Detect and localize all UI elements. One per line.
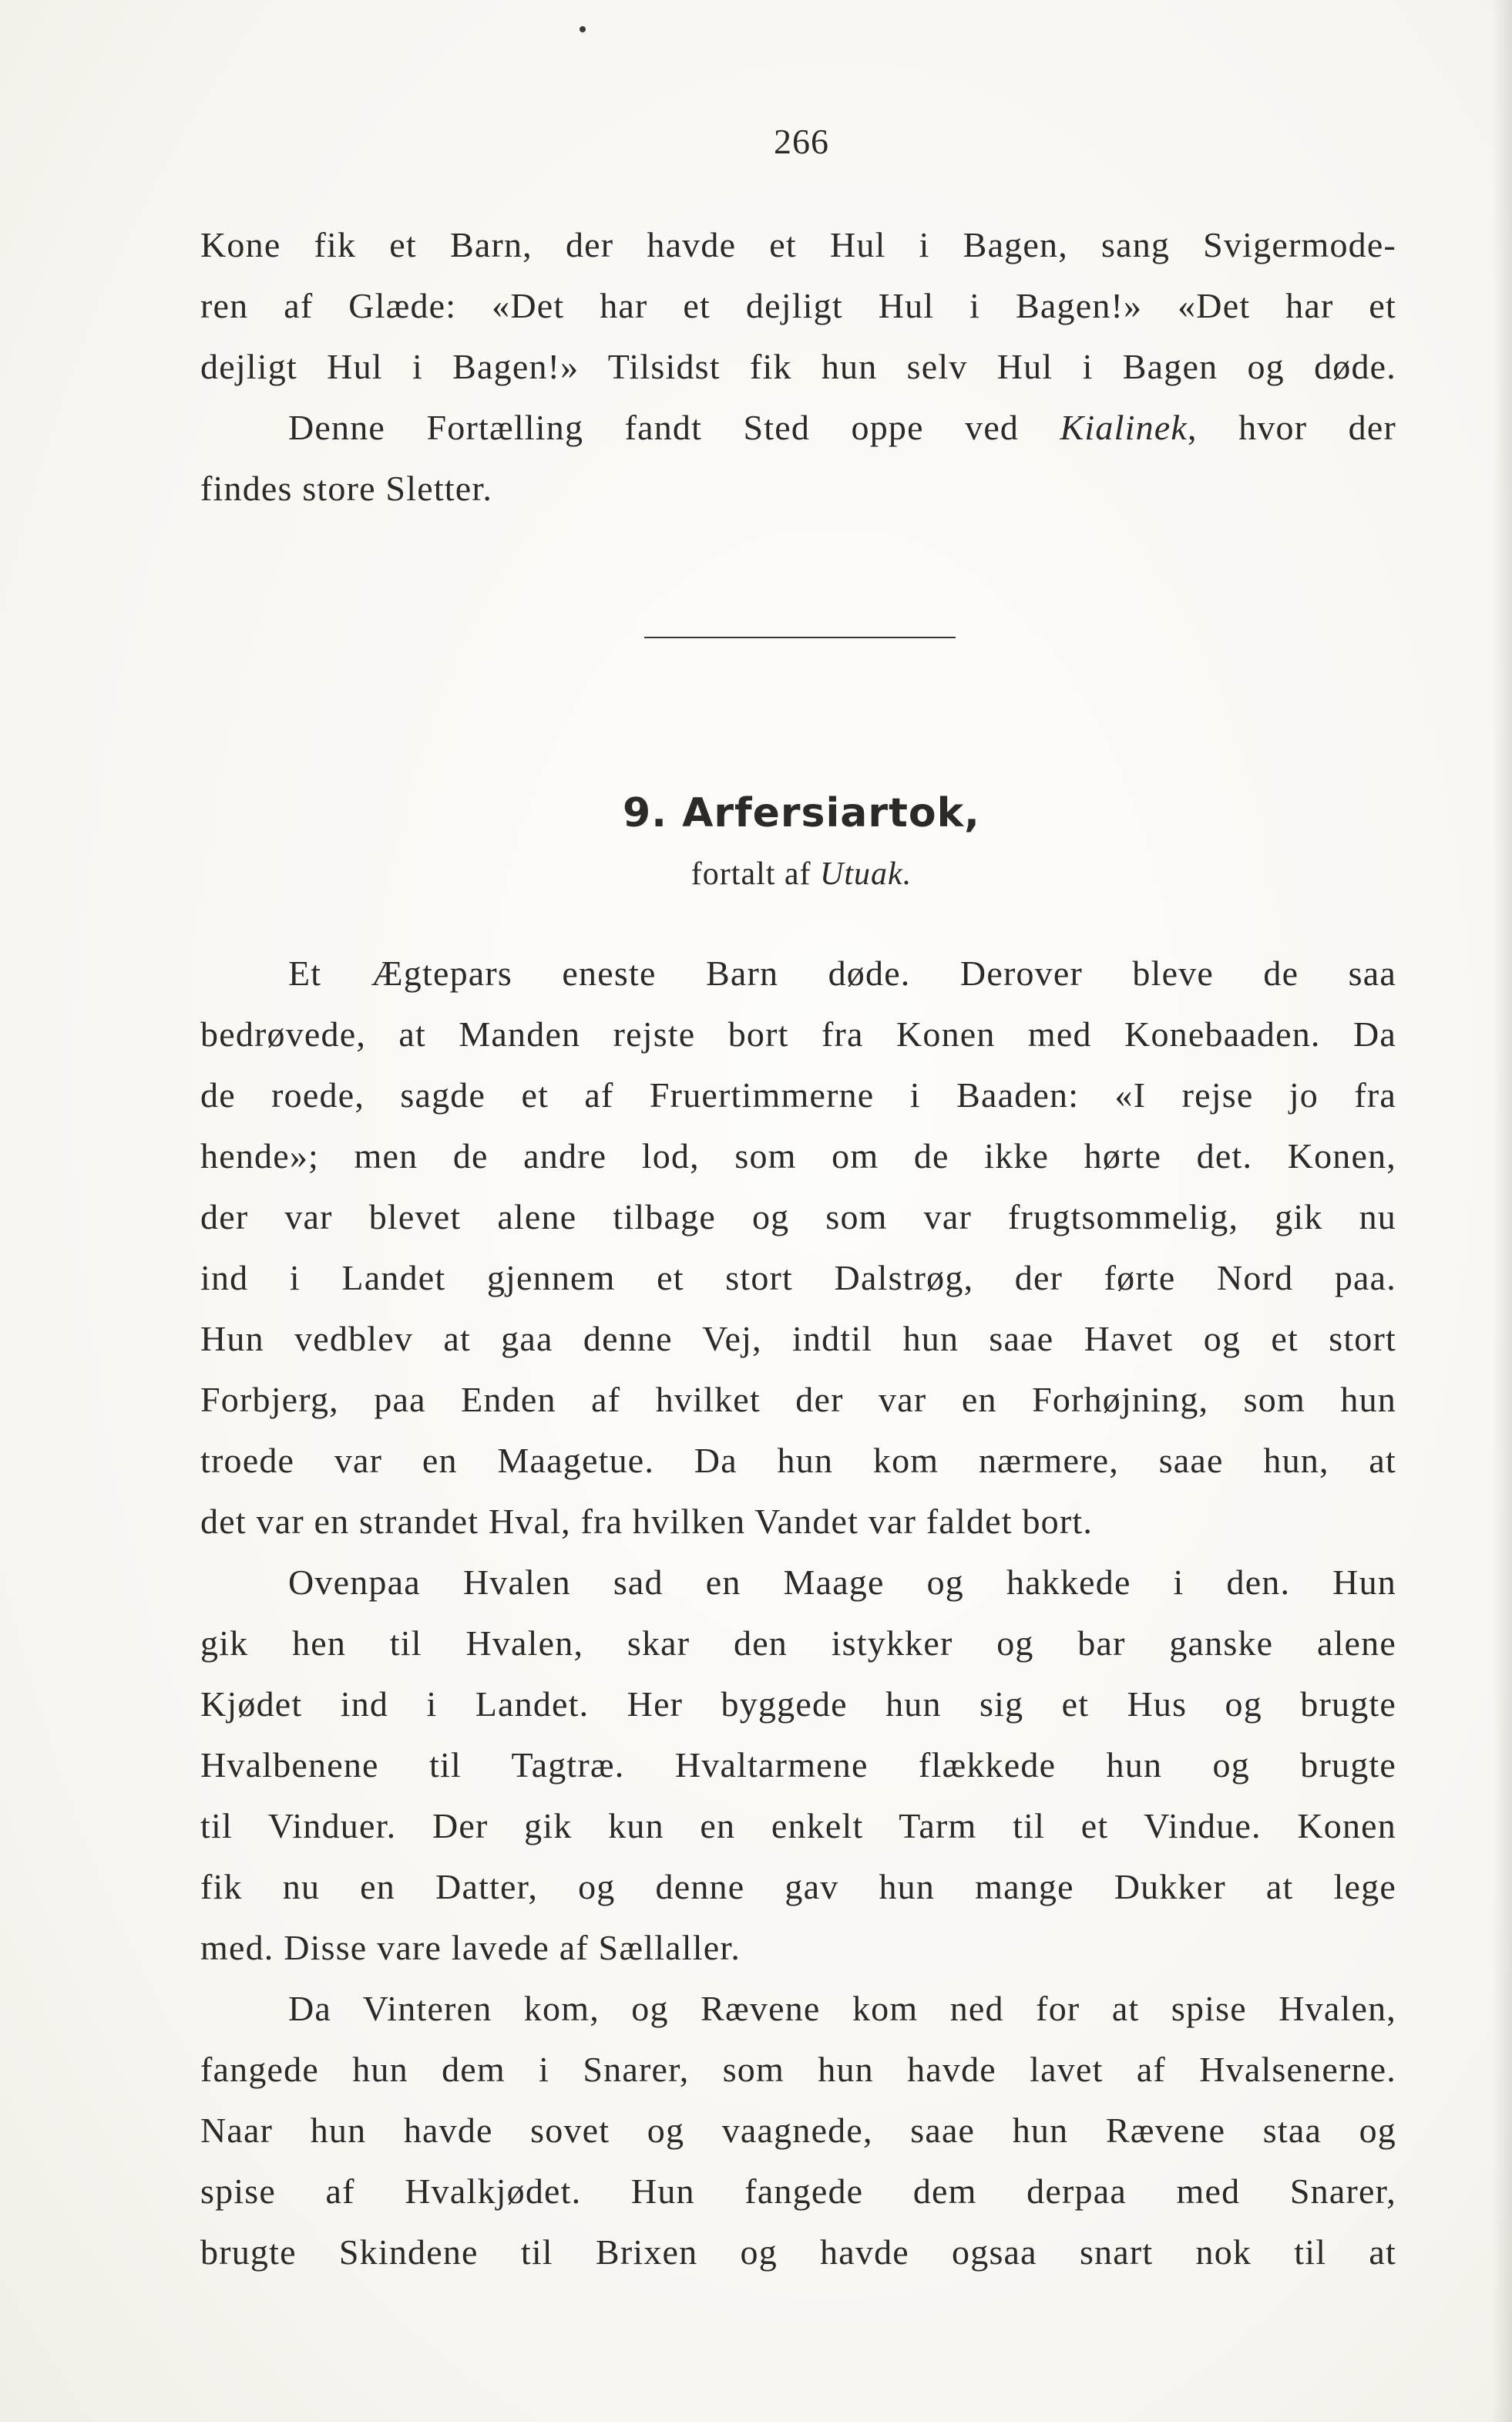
text-line: findes store Sletter.	[200, 469, 493, 508]
narrator-name: Utuak.	[820, 856, 912, 892]
text-line: ind i Landet gjennem et stort Dalstrøg, der førte Nord paa.	[200, 1258, 1396, 1297]
text-line: ren af Glæde: «Det har et dejligt Hul i Bagen!» «Det har et	[200, 286, 1396, 325]
text-line: troede var en Maagetue. Da hun kom nærmere, saae hun, at	[200, 1441, 1396, 1480]
text-line: der var blevet alene tilbage og som var frugtsommelig, gik nu	[200, 1197, 1396, 1236]
text-line: brugte Skindene til Brixen og havde ogsaa snart nok til at	[200, 2232, 1396, 2272]
text-line: de roede, sagde et af Fruertimmerne i Baaden: «I rejse jo fra	[200, 1075, 1396, 1115]
text-line: hende»; men de andre lod, som om de ikke hørte det. Konen,	[200, 1136, 1396, 1176]
text-line: Et Ægtepars eneste Barn døde. Derover bleve de saa	[288, 954, 1396, 993]
text-line: spise af Hvalkjødet. Hun fangede dem derpaa med Snarer,	[200, 2171, 1396, 2211]
text-line: Kjødet ind i Landet. Her byggede hun sig et Hus og brugte	[200, 1684, 1396, 1724]
text-fragment: Denne Fortælling fandt Sted oppe ved	[288, 408, 1060, 447]
text-line: til Vinduer. Der gik kun en enkelt Tarm til et Vindue. Konen	[200, 1806, 1396, 1845]
text-line: Hvalbenene til Tagtræ. Hvaltarmene flækkede hun og brugte	[200, 1745, 1396, 1785]
section-divider	[644, 637, 956, 638]
text-fragment: , hvor der	[1188, 408, 1396, 447]
text-line: Naar hun havde sovet og vaagnede, saae hun Rævene staa og	[200, 2111, 1396, 2150]
text-line: med. Disse vare lavede af Sællaller.	[200, 1928, 741, 1967]
place-name: Kialinek	[1060, 408, 1188, 447]
page-number: 266	[774, 122, 829, 161]
text-line: fangede hun dem i Snarer, som hun havde lavet af Hvalsenerne.	[200, 2050, 1396, 2089]
text-line: Forbjerg, paa Enden af hvilket der var en Forhøjning, som hun	[200, 1380, 1396, 1419]
text-line: Hun vedblev at gaa denne Vej, indtil hun saae Havet og et stort	[200, 1319, 1396, 1358]
text-line: Da Vinteren kom, og Rævene kom ned for at spise Hvalen,	[288, 1989, 1396, 2028]
text-line: dejligt Hul i Bagen!» Tilsidst fik hun selv Hul i Bagen og døde.	[200, 347, 1396, 386]
subtitle-prefix: fortalt af	[690, 856, 821, 892]
text-line	[288, 401, 1396, 455]
story-heading: 9. Arfersiartok,	[623, 790, 980, 836]
text-line: det var en strandet Hval, fra hvilken Vandet var faldet bort.	[200, 1502, 1094, 1541]
text-line: bedrøvede, at Manden rejste bort fra Konen med Konebaaden. Da	[200, 1014, 1396, 1054]
text-line: fik nu en Datter, og denne gav hun mange Dukker at lege	[200, 1867, 1396, 1906]
text-line: Ovenpaa Hvalen sad en Maage og hakkede i den. Hun	[288, 1563, 1396, 1602]
story-subtitle	[0, 851, 1512, 897]
text-line: gik hen til Hvalen, skar den istykker og bar ganske alene	[200, 1623, 1396, 1663]
text-line: Kone fik et Barn, der havde et Hul i Bagen, sang Svigermode-	[200, 225, 1396, 264]
print-speck	[580, 26, 586, 32]
page-edge-shadow	[1492, 0, 1512, 2422]
